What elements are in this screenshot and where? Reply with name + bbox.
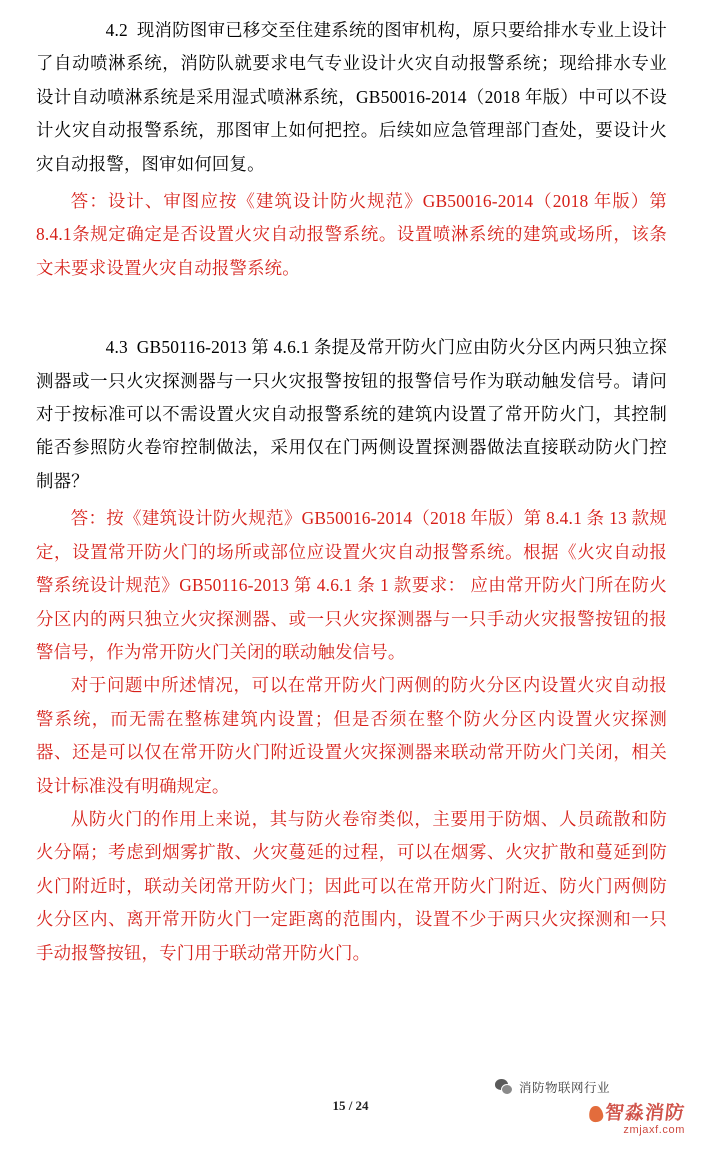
- wechat-account-label: 消防物联网行业: [519, 1081, 611, 1095]
- flame-icon: [588, 1105, 604, 1123]
- watermark-block: [495, 1078, 685, 1136]
- section-4-2-answer-1: 答：设计、审图应按《建筑设计防火规范》GB50016-2014（2018 年版）第8.4.1条规定确定是否设置火灾自动报警系统。设置喷淋系统的建筑或场所，该条文未要求设置火灾自动报警系统。: [36, 191, 667, 278]
- section-4-2-number: 4.2: [105, 20, 128, 40]
- section-4-2-question-text: 现消防图审已移交至住建系统的图审机构，原只要给排水专业上设计了自动喷淋系统，消防队就要求电气专业设计火灾自动报警系统；现给排水专业设计自动喷淋系统是采用湿式喷淋系统，GB50016-2014（2018 年版）中可以不设计火灾自动报警系统，那图审上如何把控。后续如应急管理部门查处，要设计火灾自动报警，图审如何回复。: [36, 20, 667, 174]
- section-4-3-number: 4.3: [105, 337, 128, 358]
- section-4-3-question: [36, 331, 667, 498]
- section-4-3-answer-2: 对于问题中所述情况，可以在常开防火门两侧的防火分区内设置火灾自动报警系统，而无需在整栋建筑内设置；但是否须在整个防火分区内设置火灾探测器、还是可以仅在常开防火门附近设置火灾探测器来联动常开防火门关闭，相关设计标准没有明确规定。: [36, 675, 667, 796]
- wechat-account: [495, 1078, 685, 1096]
- brand-name: 智淼消防: [603, 1103, 687, 1124]
- spacer: [36, 285, 667, 331]
- brand-watermark: [559, 1104, 685, 1136]
- brand-url: zmjaxf.com: [623, 1124, 685, 1136]
- wechat-icon: [495, 1079, 513, 1095]
- section-4-3-answer-1: 答：按《建筑设计防火规范》GB50016-2014（2018 年版）第 8.4.1 条 13 款规定，设置常开防火门的场所或部位应设置火灾自动报警系统。根据《火灾自动报警系统设计规范》GB50116-2013 第 4.6.1 条 1 款要求： 应由常开防火门所在防火分区内的两只独立火灾探测器、或一只火灾探测器与一只手动火灾报警按钮的报警信号，作为常开防火门关闭的联动触发信号。: [36, 508, 667, 662]
- section-4-3-answer-3: 从防火门的作用上来说，其与防火卷帘类似，主要用于防烟、人员疏散和防火分隔；考虑到烟雾扩散、火灾蔓延的过程，可以在烟雾、火灾扩散和蔓延到防火门附近时，联动关闭常开防火门；因此可以在常开防火门附近、防火门两侧防火分区内、离开常开防火门一定距离的范围内，设置不少于两只火灾探测和一只手动报警按钮，专门用于联动常开防火门。: [36, 808, 667, 963]
- page-number: 15 / 24: [332, 1098, 369, 1113]
- section-4-2-question: [36, 14, 667, 181]
- section-4-3-question-text: GB50116-2013 第 4.6.1 条提及常开防火门应由防火分区内两只独立探测器或一只火灾探测器与一只火灾报警按钮的报警信号作为联动触发信号。请问对于按标准可以不需设置火灾自动报警系统的建筑内设置了常开防火门，其控制能否参照防火卷帘控制做法，采用仅在门两侧设置探测器做法直接联动防火门控制器？: [36, 337, 667, 491]
